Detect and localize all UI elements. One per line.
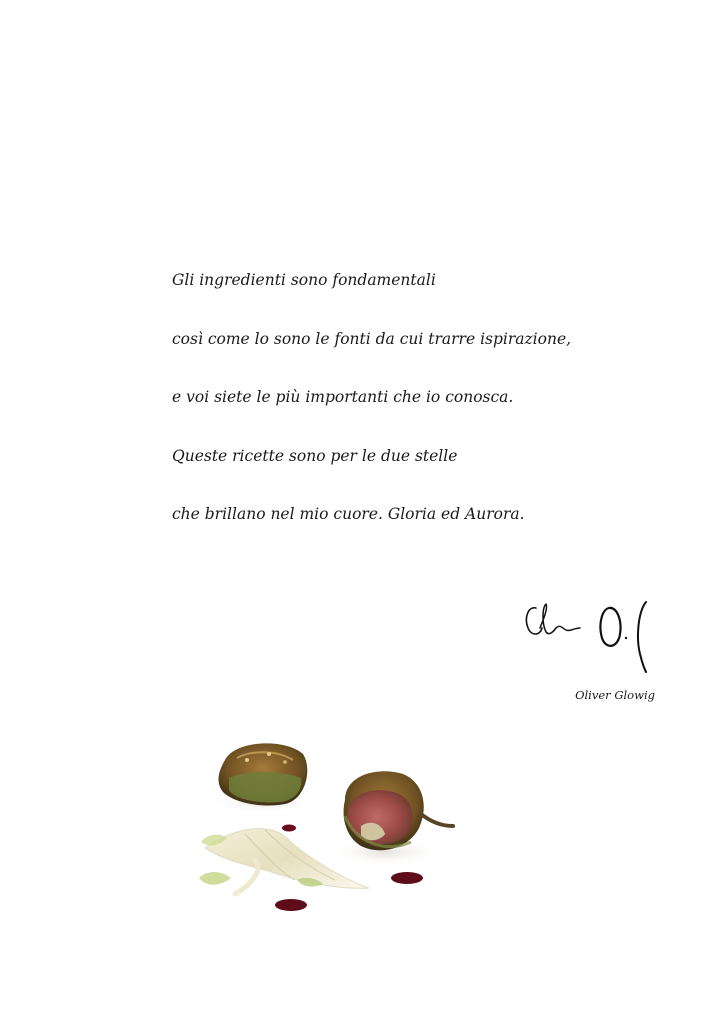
dedication-line-2: così come lo sono le fonti da cui trarre ispirazione, xyxy=(172,329,572,348)
dedication-line-5: che brillano nel mio cuore. Gloria ed Aurora. xyxy=(172,505,525,523)
dedication-line-4: Queste ricette sono per le due stelle xyxy=(172,446,458,465)
handwritten-signature xyxy=(522,594,657,676)
dedication-line-3: e voi siete le più importanti che io conosca. xyxy=(172,388,514,406)
dedication-line-1: Gli ingredienti sono fondamentali xyxy=(172,271,436,289)
signer-name: Oliver Glowig xyxy=(575,688,655,702)
dedication-text xyxy=(172,270,632,563)
dish-photo xyxy=(185,730,475,920)
